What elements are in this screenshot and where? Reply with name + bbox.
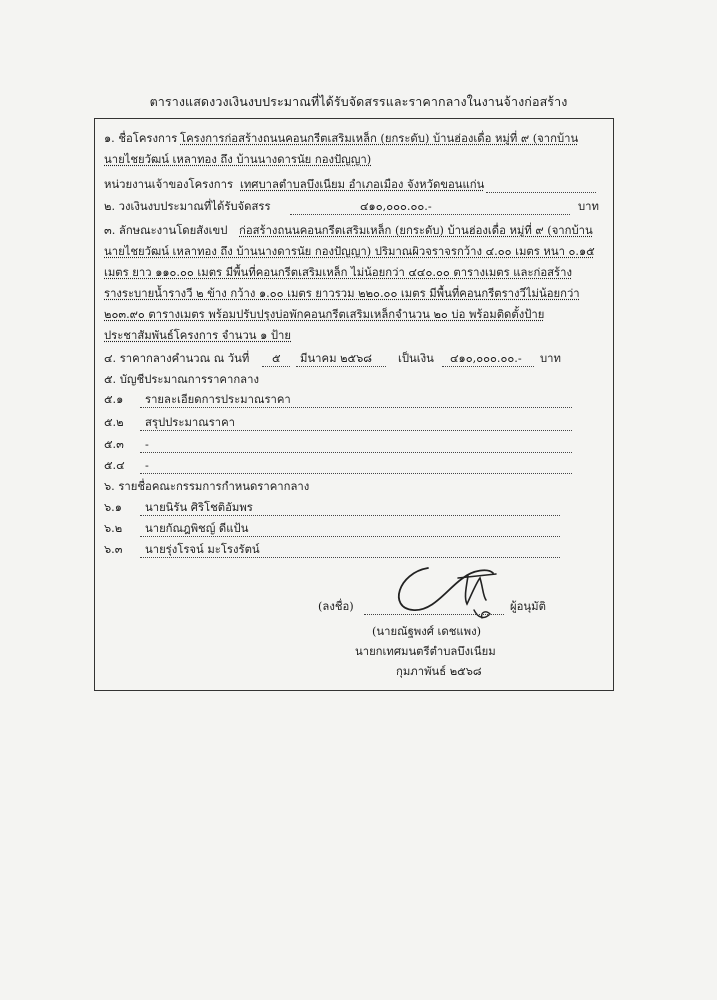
item5-row1-text: รายละเอียดการประมาณราคา — [145, 393, 291, 406]
item6-row1-num: ๖.๑ — [104, 501, 122, 514]
sign-suffix: ผู้อนุมัติ — [510, 600, 546, 613]
item2-label: ๒. วงเงินงบประมาณที่ได้รับจัดสรร — [104, 200, 271, 213]
item6-row3-text: นายรุ่งโรจน์ มะโรงรัตน์ — [145, 543, 260, 556]
item6-row3-num: ๖.๓ — [104, 543, 123, 556]
item4-day: ๕ — [272, 352, 281, 365]
sign-prefix: (ลงชื่อ) — [318, 600, 354, 613]
document-title: ตารางแสดงวงเงินงบประมาณที่ได้รับจัดสรรและราคากลางในงานจ้างก่อสร้าง — [149, 94, 568, 109]
item4-unit: บาท — [540, 352, 561, 365]
item3-label: ๓. ลักษณะงานโดยสังเขป — [104, 224, 228, 237]
item1-value-line1: โครงการก่อสร้างถนนคอนกรีตเสริมเหล็ก (ยกระดับ) บ้านฮ่องเดื่อ หมู่ที่ ๙ (จากบ้าน — [180, 132, 579, 145]
item3-line3: เมตร ยาว ๑๑๐.๐๐ เมตร มีพื้นที่คอนกรีตเสริมเหล็ก ไม่น้อยกว่า ๔๔๐.๐๐ ตารางเมตร และก่อสร้าง — [104, 266, 572, 279]
item1-label: ๑. ชื่อโครงการ — [104, 132, 178, 145]
owner-dotted-line — [486, 192, 596, 193]
item5-row1-dots — [140, 407, 572, 408]
item5-row3-text: - — [145, 438, 149, 451]
item6-row1-dots — [140, 515, 560, 516]
item3-line6: ประชาสัมพันธ์โครงการ จำนวน ๑ ป้าย — [104, 329, 292, 342]
item5-row2-text: สรุปประมาณราคา — [145, 416, 236, 429]
item5-row2-dots — [140, 430, 572, 431]
item6-row1-text: นายนิรัน ศิริโชติอัมพร — [145, 501, 253, 514]
item4-day-dots — [262, 366, 290, 367]
item5-row4-text: - — [145, 459, 149, 472]
item2-value: ๔๑๐,๐๐๐.๐๐.- — [360, 200, 432, 213]
item4-label: ๔. ราคากลางคำนวณ ณ วันที่ — [104, 352, 250, 365]
owner-value: เทศบาลตำบลบึงเนียม อำเภอเมือง จังหวัดขอนแก่น — [240, 178, 485, 191]
signer-position: นายกเทศมนตรีตำบลบึงเนียม — [355, 645, 496, 658]
sign-dotted-line — [364, 614, 504, 615]
item2-dotted-line — [290, 214, 570, 215]
item5-row2-num: ๕.๒ — [104, 416, 124, 429]
item1-value-line2: นายไชยวัฒน์ เหลาทอง ถึง บ้านนางดารนัย กองปัญญา) — [104, 153, 372, 166]
item5-label: ๕. บัญชีประมาณการราคากลาง — [104, 373, 259, 386]
item5-row3-dots — [140, 452, 572, 453]
item3-line1: ก่อสร้างถนนคอนกรีตเสริมเหล็ก (ยกระดับ) บ้านฮ่องเดื่อ หมู่ที่ ๙ (จากบ้าน — [239, 224, 593, 237]
item3-line4: รางระบายน้ำรางวี ๒ ข้าง กว้าง ๑.๐๐ เมตร ยาวรวม ๒๒๐.๐๐ เมตร มีพื้นที่คอนกรีตรางวีไม่น้อยกว่า — [104, 287, 580, 300]
item6-row2-dots — [140, 536, 560, 537]
owner-label: หน่วยงานเจ้าของโครงการ — [104, 178, 234, 191]
item4-amount-dots — [442, 366, 534, 367]
sign-date: กุมภาพันธ์ ๒๕๖๘ — [396, 665, 482, 678]
item5-row1-num: ๕.๑ — [104, 393, 124, 406]
item5-row4-dots — [140, 473, 572, 474]
item4-month-year: มีนาคม ๒๕๖๘ — [300, 352, 372, 365]
item4-amount-label: เป็นเงิน — [398, 352, 434, 365]
signer-name: (นายณัฐพงศ์ เดชแพง) — [372, 625, 482, 638]
item5-row3-num: ๕.๓ — [104, 438, 124, 451]
item6-label: ๖. รายชื่อคณะกรรมการกำหนดราคากลาง — [104, 480, 310, 493]
item2-unit: บาท — [578, 200, 599, 213]
item6-row2-text: นายกัณฎพิชญ์ ดีแป้น — [145, 522, 249, 535]
item4-month-dots — [296, 366, 386, 367]
item3-line2: นายไชยวัฒน์ เหลาทอง ถึง บ้านนางดารนัย กองปัญญา) ปริมาณผิวจราจรกว้าง ๔.๐๐ เมตร หนา ๐.๑๕ — [104, 245, 595, 258]
item6-row2-num: ๖.๒ — [104, 522, 123, 535]
item5-row4-num: ๕.๔ — [104, 459, 125, 472]
item4-amount: ๔๑๐,๐๐๐.๐๐.- — [450, 352, 522, 365]
item3-line5: ๒๐๓.๙๐ ตารางเมตร พร้อมปรับปรุงบ่อพักคอนกรีตเสริมเหล็กจำนวน ๒๐ บ่อ พร้อมติดตั้งป้าย — [104, 308, 545, 321]
